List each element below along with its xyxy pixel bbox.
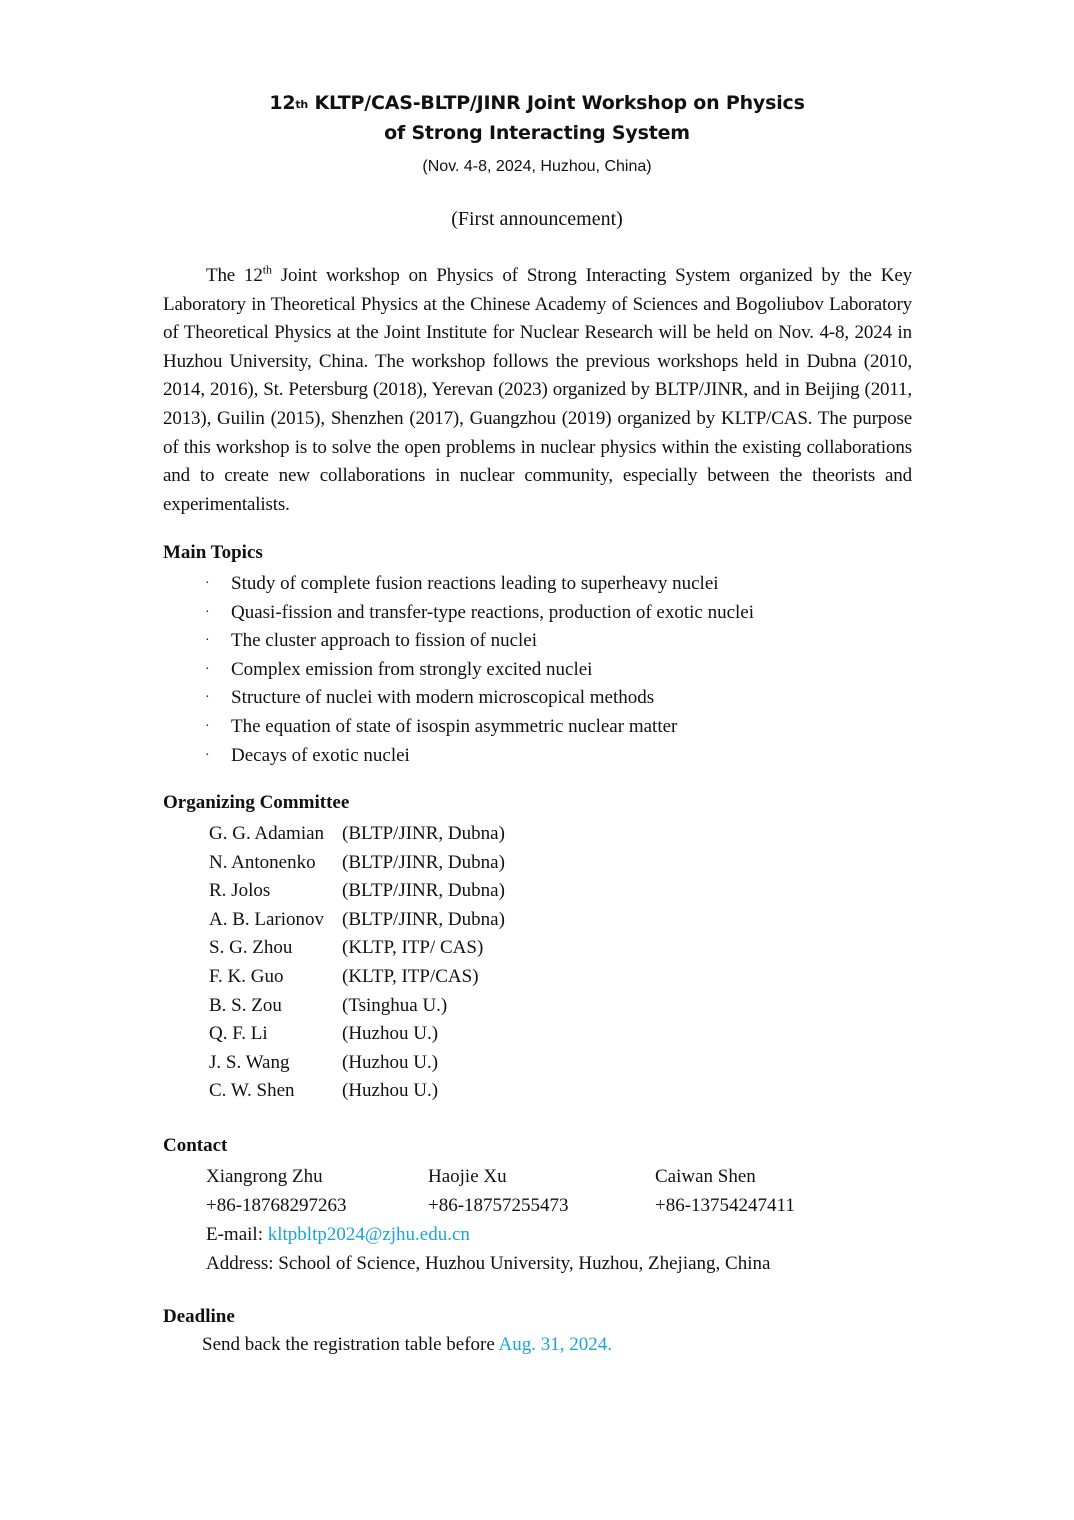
intro-lead-sup: th — [262, 262, 272, 277]
member-name: G. G. Adamian — [209, 823, 325, 844]
intro-paragraph — [163, 262, 912, 519]
topic-text: Quasi-fission and transfer-type reactions, production of exotic nuclei — [231, 601, 755, 623]
committee-member — [209, 906, 505, 935]
member-affiliation: (Huzhou U.) — [342, 1051, 439, 1073]
topic-text: Study of complete fusion reactions leading to superheavy nuclei — [231, 573, 719, 594]
committee-member — [209, 1049, 505, 1078]
contact-phone: +86-18768297263 — [206, 1195, 347, 1216]
committee-member — [209, 1020, 505, 1049]
member-name: N. Antonenko — [209, 851, 316, 873]
topic-item — [163, 713, 754, 742]
committee-heading: Organizing Committee — [163, 792, 350, 813]
contact-phone: +86-13754247411 — [655, 1195, 795, 1216]
bullet-icon: · — [205, 690, 210, 706]
contact-block — [206, 1162, 795, 1278]
intro-body: Joint workshop on Physics of Strong Interacting System organized by the Key Laboratory in Theoretical Physics at the Chinese Academy of Sciences and Bogoliubov Laboratory of Theoretical Physics at the Joint Institute for Nuclear Research will be held on Nov. 4-8, 2024 in Huzhou University, China. The workshop follows the previous workshops held in Dubna (2010, 2014, 2016), St. Petersburg (2018), Yerevan (2023) organized by BLTP/JINR, and in Beijing (2011, 2013), Guilin (2015), Shenzhen (2017), Guangzhou (2019) organized by KLTP/CAS. The purpose of this workshop is to solve the open problems in nuclear physics within the existing collaborations and to create new collaborations in nuclear community, especially between the theorists and experimentalists. — [163, 265, 913, 515]
title-line-1 — [0, 92, 1074, 114]
contact-name: Xiangrong Zhu — [206, 1166, 323, 1187]
committee-member — [209, 877, 505, 906]
member-name: Q. F. Li — [209, 1023, 268, 1045]
deadline-date: Aug. 31, 2024. — [498, 1334, 612, 1355]
committee-member — [209, 849, 505, 878]
bullet-icon: · — [205, 661, 210, 677]
member-affiliation: (BLTP/JINR, Dubna) — [342, 908, 505, 930]
topic-text: Decays of exotic nuclei — [231, 744, 410, 766]
member-affiliation: (Tsinghua U.) — [342, 994, 448, 1016]
deadline-text — [202, 1334, 612, 1356]
bullet-icon: · — [205, 747, 210, 763]
topic-item — [163, 656, 754, 685]
member-affiliation: (KLTP, ITP/ CAS) — [342, 937, 484, 959]
contact-phone: +86-18757255473 — [428, 1195, 569, 1216]
contact-name: Haojie Xu — [428, 1166, 507, 1187]
topic-text: The cluster approach to fission of nuclei — [231, 630, 538, 652]
email-label: E-mail: — [206, 1224, 268, 1245]
title-ordinal: 12 — [269, 92, 296, 114]
contact-heading: Contact — [163, 1135, 228, 1156]
member-name: A. B. Larionov — [209, 908, 325, 930]
topic-item — [163, 570, 754, 599]
contact-names-row — [206, 1162, 795, 1191]
member-name: S. G. Zhou — [209, 937, 293, 959]
deadline-heading: Deadline — [163, 1306, 235, 1327]
main-topics-heading: Main Topics — [163, 542, 263, 563]
committee-member — [209, 1077, 505, 1106]
bullet-icon: · — [205, 633, 210, 649]
title-line-2: of Strong Interacting System — [384, 122, 690, 144]
announcement-label: (First announcement) — [451, 208, 623, 230]
member-name: B. S. Zou — [209, 994, 282, 1016]
committee-member — [209, 820, 505, 849]
main-topics-list — [163, 570, 754, 770]
contact-phones-row — [206, 1191, 795, 1220]
member-name: J. S. Wang — [209, 1051, 290, 1073]
topic-item — [163, 742, 754, 771]
member-name: R. Jolos — [209, 880, 271, 902]
deadline-instruction: Send back the registration table before — [202, 1334, 499, 1355]
topic-item — [163, 599, 754, 628]
intro-lead: The 12 — [206, 265, 263, 286]
member-affiliation: (BLTP/JINR, Dubna) — [342, 851, 505, 873]
topic-item — [163, 684, 754, 713]
topic-item — [163, 627, 754, 656]
committee-member — [209, 934, 505, 963]
title-line-1-text: KLTP/CAS-BLTP/JINR Joint Workshop on Physics — [308, 92, 805, 114]
committee-list — [209, 820, 505, 1106]
contact-email-row — [206, 1220, 795, 1249]
committee-member — [209, 963, 505, 992]
bullet-icon: · — [205, 604, 210, 620]
member-affiliation: (BLTP/JINR, Dubna) — [342, 880, 505, 902]
member-affiliation: (Huzhou U.) — [342, 1023, 439, 1045]
email-link[interactable]: kltpbltp2024@zjhu.edu.cn — [267, 1224, 470, 1245]
title-ordinal-suffix: th — [295, 98, 309, 111]
bullet-icon: · — [205, 576, 210, 591]
member-name: C. W. Shen — [209, 1080, 295, 1102]
bullet-icon: · — [205, 718, 210, 734]
member-affiliation: (BLTP/JINR, Dubna) — [342, 823, 505, 844]
topic-text: Structure of nuclei with modern microscopical methods — [231, 687, 655, 709]
contact-name: Caiwan Shen — [655, 1166, 756, 1187]
member-affiliation: (KLTP, ITP/CAS) — [342, 965, 479, 987]
topic-text: Complex emission from strongly excited nuclei — [231, 658, 593, 680]
member-affiliation: (Huzhou U.) — [342, 1080, 439, 1102]
topic-text: The equation of state of isospin asymmetric nuclear matter — [231, 715, 678, 737]
member-name: F. K. Guo — [209, 965, 284, 987]
committee-member — [209, 992, 505, 1021]
contact-address: Address: School of Science, Huzhou University, Huzhou, Zhejiang, China — [206, 1253, 771, 1274]
dates-location: (Nov. 4-8, 2024, Huzhou, China) — [422, 158, 652, 175]
